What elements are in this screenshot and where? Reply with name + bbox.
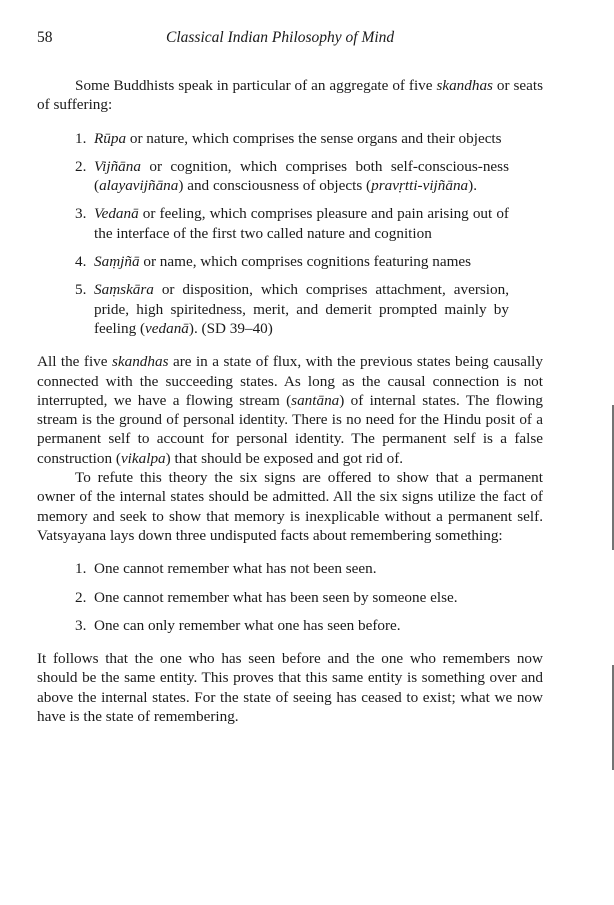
flux-paragraph: [37, 352, 543, 468]
conclusion-paragraph: It follows that the one who has seen before and the one who remembers now should be the same entity. This proves that this same entity is something over and above the internal states. For the state of seeing has ceased to exist; what we now have is the state of remembering.: [37, 650, 543, 726]
page-body: [37, 76, 543, 726]
scan-edge-shadow: [612, 405, 614, 550]
item-text: One can only remember what one has seen before.: [94, 616, 401, 634]
item-number: 2.: [75, 588, 87, 606]
text: ) of internal states. The flowing stream is the ground of personal identity. There is no need for the Hindu posit of a permanent self to account for personal identity. The permanent self is a false construction (: [37, 391, 543, 467]
skandha-list: [37, 129, 543, 339]
item-text: or nature, which comprises the sense organs and their objects: [126, 129, 502, 147]
item-number: 2.: [75, 157, 87, 175]
item-term: Vedanā: [94, 205, 139, 223]
intro-term: skandhas: [436, 77, 493, 94]
list-item: [37, 588, 543, 607]
text: are in a state of flux, with the previous states being causally connected with the succeeding states. As long as the causal connection is not interrupted, we have a flowing stream (: [37, 353, 543, 409]
item-number: 3.: [75, 616, 87, 634]
item-term: Rūpa: [94, 129, 127, 147]
item-text: ).: [468, 177, 478, 195]
intro-paragraph: [37, 76, 543, 115]
item-term: alayavijñāna: [99, 177, 179, 195]
item-text: One cannot remember what has not been seen.: [94, 560, 377, 578]
list-item: [37, 280, 543, 338]
item-term: pravṛtti-vijñāna: [371, 177, 469, 195]
page-number: 58: [37, 29, 53, 46]
intro-text: Some Buddhists speak in particular of an aggregate of five: [75, 77, 437, 94]
item-term: vedanā: [145, 319, 189, 337]
scan-edge-shadow: [612, 665, 614, 770]
item-text: or name, which comprises cognitions featuring names: [139, 253, 472, 271]
text: All the five: [37, 353, 112, 371]
item-text: ). (SD 39–40): [188, 319, 273, 337]
list-item: [37, 559, 543, 578]
facts-list: [37, 559, 543, 635]
item-term: Saṃjñā: [94, 253, 140, 271]
item-text: or feeling, which comprises pleasure and pain arising out of the interface of the first two called nature and cognition: [94, 205, 509, 242]
item-term: Saṃskāra: [94, 281, 154, 299]
intro-text-end: or seats of suffering:: [37, 77, 543, 114]
list-item: [37, 616, 543, 635]
term: santāna: [291, 391, 340, 409]
text: ) that should be exposed and got rid of.: [165, 449, 404, 467]
item-number: 5.: [75, 281, 87, 299]
item-text: or disposition, which comprises attachment, aversion, pride, high spiritedness, merit, and demerit prompted mainly by feeling (: [94, 281, 509, 337]
list-item: [37, 157, 543, 196]
term: vikalpa: [120, 449, 166, 467]
term: skandhas: [111, 353, 169, 371]
item-text: One cannot remember what has been seen by someone else.: [94, 588, 458, 606]
item-term: Vijñāna: [94, 157, 141, 175]
page-header: [37, 29, 557, 49]
item-text: ) and consciousness of objects (: [178, 177, 372, 195]
item-number: 1.: [75, 129, 87, 147]
item-number: 1.: [75, 560, 87, 578]
running-title: Classical Indian Philosophy of Mind: [166, 29, 395, 46]
list-item: [37, 252, 543, 271]
item-number: 3.: [75, 205, 87, 223]
list-item: [37, 129, 543, 148]
item-text: or cognition, which comprises both self-conscious-ness (: [94, 157, 509, 195]
list-item: [37, 204, 543, 243]
refute-paragraph: To refute this theory the six signs are offered to show that a permanent owner of the internal states should be admitted. All the six signs utilize the fact of memory and seek to show that memory is inexplicable without a permanent self. Vatsyayana lays down three undisputed facts about remembering something:: [37, 469, 543, 544]
item-number: 4.: [75, 253, 87, 271]
